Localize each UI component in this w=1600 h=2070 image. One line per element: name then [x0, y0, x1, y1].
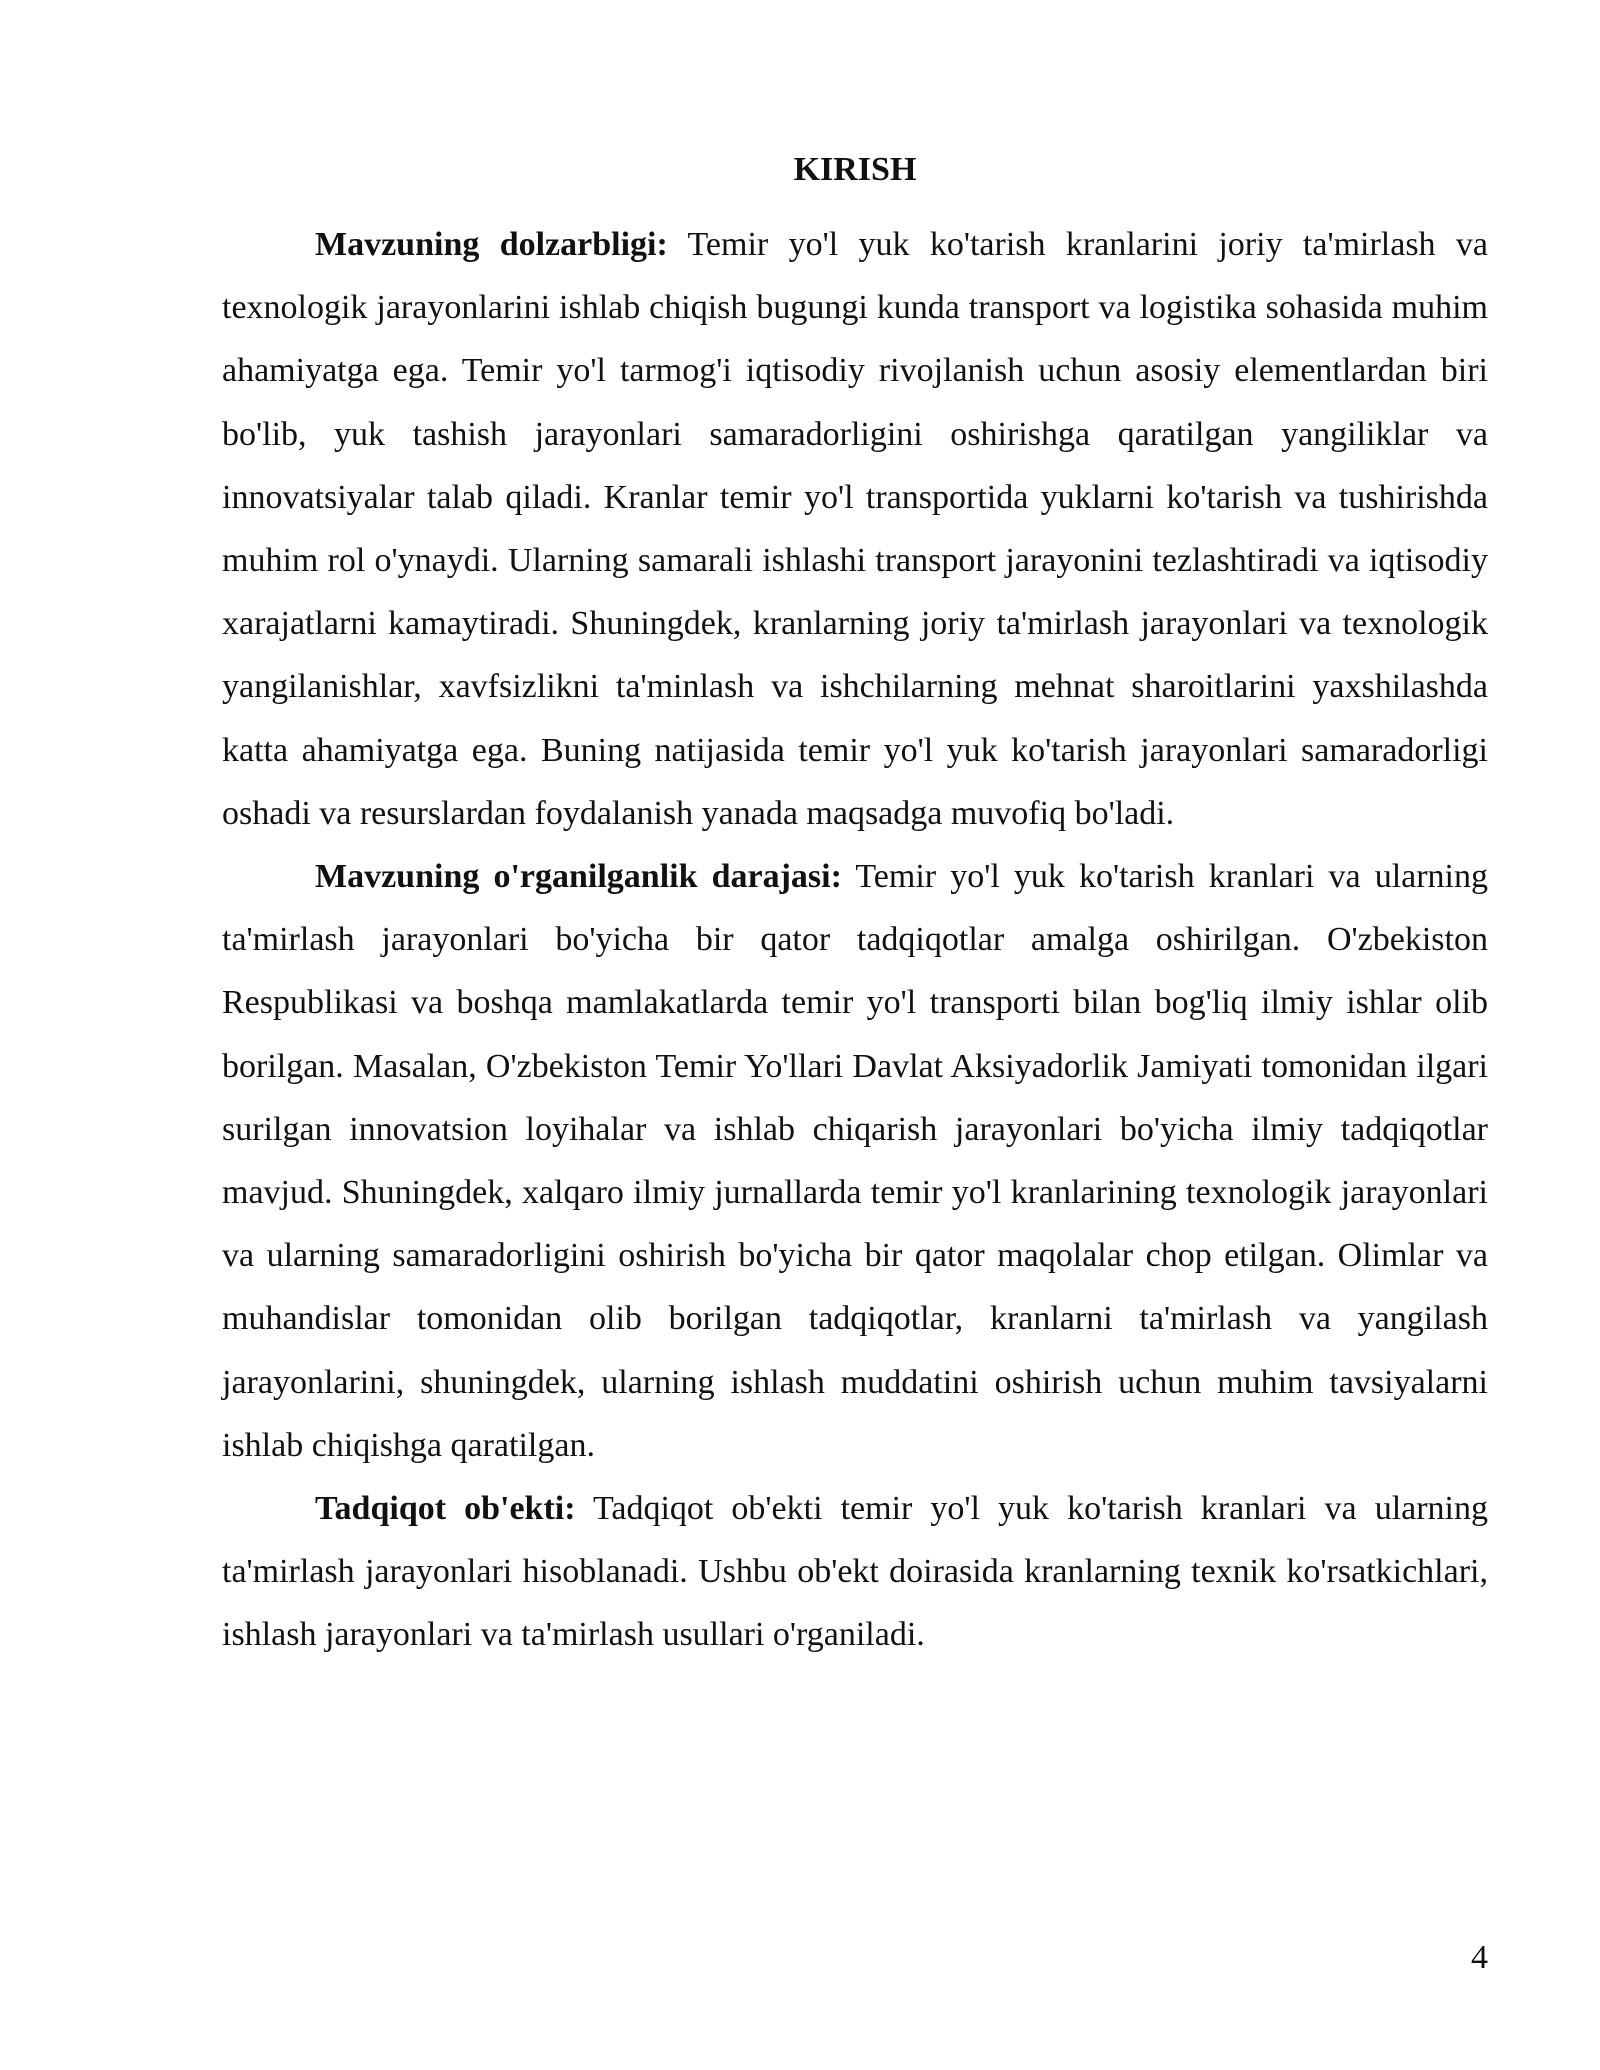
paragraph-lead: Mavzuning dolzarbligi: — [315, 226, 668, 263]
paragraph-lead: Tadqiqot ob'ekti: — [315, 1490, 576, 1528]
document-page — [222, 140, 1488, 1667]
paragraph-lead: Mavzuning o'rganilganlik darajasi: — [315, 858, 842, 896]
page-number: 4 — [1471, 1939, 1488, 1976]
paragraph-research-object — [222, 1477, 1488, 1667]
paragraph-text: Temir yo'l yuk ko'tarish kranlarini joriy ta'mirlash va texnologik jarayonlarini ishlab chiqish bugungi kunda transport va logistika sohasida muhim ahamiyatga ega. Temir yo'l tarmog'i iqtisodiy rivojlanish uchun asosiy elementlardan biri bo'lib, yuk tashish jarayonlari samaradorligini oshirishga qaratilgan yangiliklar va innovatsiyalar talab qiladi. Kranlar temir yo'l transportida yuklarni ko'tarish va tushirishda muhim rol o'ynaydi. Ularning samarali ishlashi transport jarayonini tezlashtiradi va iqtisodiy xarajatlarni kamaytiradi. Shuningdek, kranlarning joriy ta'mirlash jarayonlari va texnologik yangilanishlar, xavfsizlikni ta'minlash va ishchilarning mehnat sharoitlarini yaxshilashda katta ahamiyatga ega. Buning natijasida temir yo'l yuk ko'tarish jarayonlari samaradorligi oshadi va resurslardan foydalanish yanada maqsadga muvofiq bo'ladi. — [222, 226, 1488, 832]
paragraph-study-level — [222, 845, 1488, 1477]
paragraph-text: Temir yo'l yuk ko'tarish kranlari va ularning ta'mirlash jarayonlari bo'yicha bir qator tadqiqotlar amalga oshirilgan. O'zbekiston Respublikasi va boshqa mamlakatlarda temir yo'l transporti bilan bog'liq ilmiy ishlar olib borilgan. Masalan, O'zbekiston Temir Yo'llari Davlat Aksiyadorlik Jamiyati tomonidan ilgari surilgan innovatsion loyihalar va ishlab chiqarish jarayonlari bo'yicha ilmiy tadqiqotlar mavjud. Shuningdek, xalqaro ilmiy jurnallarda temir yo'l kranlarining texnologik jarayonlari va ularning samaradorligini oshirish bo'yicha bir qator maqolalar chop etilgan. Olimlar va muhandislar tomonidan olib borilgan tadqiqotlar, kranlarni ta'mirlash va yangilash jarayonlarini, shuningdek, ularning ishlash muddatini oshirish uchun muhim tavsiyalarni ishlab chiqishga qaratilgan. — [222, 858, 1489, 1464]
paragraph-relevance — [222, 213, 1488, 845]
paragraph-text: Tadqiqot ob'ekti temir yo'l yuk ko'tarish kranlari va ularning ta'mirlash jarayonlari hisoblanadi. Ushbu ob'ekt doirasida kranlarning texnik ko'rsatkichlari, ishlash jarayonlari va ta'mirlash usullari o'rganiladi. — [222, 1490, 1489, 1654]
page-title: KIRISH — [793, 151, 917, 188]
